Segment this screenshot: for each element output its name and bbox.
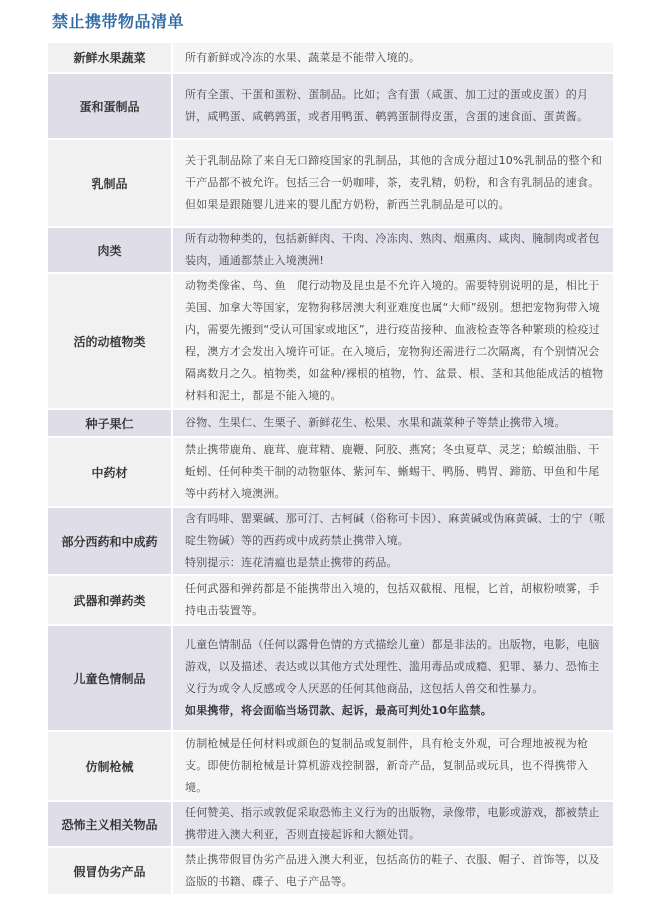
table-row xyxy=(48,437,613,507)
category-cell: 新鲜水果蔬菜 xyxy=(48,43,172,73)
table-row xyxy=(48,73,613,139)
table-row xyxy=(48,139,613,227)
table-row xyxy=(48,43,613,73)
table-row xyxy=(48,409,613,437)
description-cell xyxy=(172,575,613,625)
description-text: 所有新鲜或冷冻的水果、蔬菜是不能带入境的。 xyxy=(185,50,421,64)
category-cell: 乳制品 xyxy=(48,139,172,227)
description-cell xyxy=(172,409,613,437)
description-text: 关于乳制品除了来自无口蹄疫国家的乳制品，其他的含成分超过10%乳制品的整个和干产品都不被允许。包括三合一奶咖啡，茶，麦乳精，奶粉，和含有乳制品的速食。但如果是跟随婴儿进来的婴儿配方奶粉，新西兰乳制品是可以的。 xyxy=(185,154,603,211)
category-cell: 恐怖主义相关物品 xyxy=(48,801,172,847)
category-cell: 儿童色情制品 xyxy=(48,625,172,731)
description-cell xyxy=(172,227,613,273)
description-text: 谷物、生果仁、生栗子、新鲜花生、松果、水果和蔬菜种子等禁止携带入境。 xyxy=(185,416,566,429)
description-cell xyxy=(172,731,613,801)
penalty-warning-text: 如果携带，将会面临当场罚款、起诉，最高可判处10年监禁。 xyxy=(185,704,492,717)
description-text: 任何武器和弹药都是不能携带出入境的，包括双截棍、甩棍，匕首，胡椒粉喷雾，手持电击装置等。 xyxy=(185,582,600,617)
description-cell xyxy=(172,801,613,847)
description-cell xyxy=(172,847,613,895)
description-text: 任何赞美、指示或敦促采取恐怖主义行为的出版物，录像带，电影或游戏，都被禁止携带进入澳大利亚，否则直接起诉和大额处罚。 xyxy=(185,806,600,841)
description-cell xyxy=(172,507,613,575)
description-text: 所有全蛋、干蛋和蛋粉、蛋制品。比如；含有蛋（咸蛋、加工过的蛋或皮蛋）的月饼，咸鸭蛋、咸鹌鹑蛋，或者用鸭蛋、鹌鹑蛋制得皮蛋，含蛋的速食面、蛋黄酱。 xyxy=(185,88,589,123)
table-row xyxy=(48,731,613,801)
description-text: 所有动物种类的，包括新鲜肉、干肉、冷冻肉、熟肉、烟熏肉、咸肉、腌制肉或者包装肉，通通都禁止入境澳洲! xyxy=(185,232,600,267)
table-row xyxy=(48,273,613,409)
table-row xyxy=(48,625,613,731)
table-row xyxy=(48,847,613,895)
category-cell: 仿制枪械 xyxy=(48,731,172,801)
description-cell xyxy=(172,43,613,73)
description-text: 含有吗啡、罂粟碱、那可汀、古柯碱（俗称可卡因）、麻黄碱或伪麻黄碱、士的宁（哌啶生物碱）等的西药或中成药禁止携带入境。 xyxy=(185,512,606,547)
category-cell: 武器和弹药类 xyxy=(48,575,172,625)
description-text: 禁止携带鹿角、鹿茸、鹿茸精、鹿鞭、阿胶、燕窝；冬虫夏草、灵芝；蛤蟆油脂、干蚯蚓、任何种类干制的动物躯体、紫河车、蜥蜴干、鸭肠、鸭胃、蹄筋、甲鱼和牛尾等中药材入境澳洲。 xyxy=(185,443,600,500)
description-cell xyxy=(172,73,613,139)
category-cell: 蛋和蛋制品 xyxy=(48,73,172,139)
description-text: 仿制枪械是任何材料或颜色的复制品或复制件，具有枪支外观，可合理地被视为枪支。即使仿制枪械是计算机游戏控制器，新奇产品，复制品或玩具，也不得携带入境。 xyxy=(185,737,589,794)
category-cell: 假冒伪劣产品 xyxy=(48,847,172,895)
category-cell: 活的动植物类 xyxy=(48,273,172,409)
description-text: 动物类像雀、鸟、鱼 爬行动物及昆虫是不允许入境的。需要特别说明的是，相比于美国、加拿大等国家，宠物狗移居澳大利亚难度也属“大师”级别。想把宠物狗带入境内，需要先搬到“受认可国家或地区”，进行疫苗接种、血液检查等各种繁琐的检疫过程，澳方才会发出入境许可证。在入境后，宠物狗还需进行二次隔离，有个别情况会隔离数月之久。植物类，如盆种/裸根的植物，竹、盆景、根、茎和其他能成活的植物材料和泥土，都是不能入境的。 xyxy=(185,279,604,402)
description-cell xyxy=(172,625,613,731)
category-cell: 部分西药和中成药 xyxy=(48,507,172,575)
page-title: 禁止携带物品清单 xyxy=(52,12,185,31)
category-cell: 肉类 xyxy=(48,227,172,273)
description-text: 禁止携带假冒伪劣产品进入澳大利亚，包括高仿的鞋子、衣服、帽子、首饰等，以及盗版的书籍、碟子、电子产品等。 xyxy=(185,853,600,888)
table-row xyxy=(48,507,613,575)
table-row xyxy=(48,575,613,625)
special-notice-text: 特别提示：连花清瘟也是禁止携带的药品。 xyxy=(185,556,398,569)
prohibited-items-table xyxy=(48,43,613,896)
category-cell: 种子果仁 xyxy=(48,409,172,437)
description-text: 儿童色情制品（任何以露骨色情的方式描绘儿童）都是非法的。出版物，电影，电脑游戏，以及描述、表达或以其他方式处理性、滥用毒品或成瘾、犯罪、暴力、恐怖主义行为或令人反感或令人厌恶的任何其他商品，这包括人兽交和性暴力。 xyxy=(185,638,600,695)
description-cell xyxy=(172,139,613,227)
table-row xyxy=(48,227,613,273)
description-cell xyxy=(172,273,613,409)
description-cell xyxy=(172,437,613,507)
category-cell: 中药材 xyxy=(48,437,172,507)
table-row xyxy=(48,801,613,847)
